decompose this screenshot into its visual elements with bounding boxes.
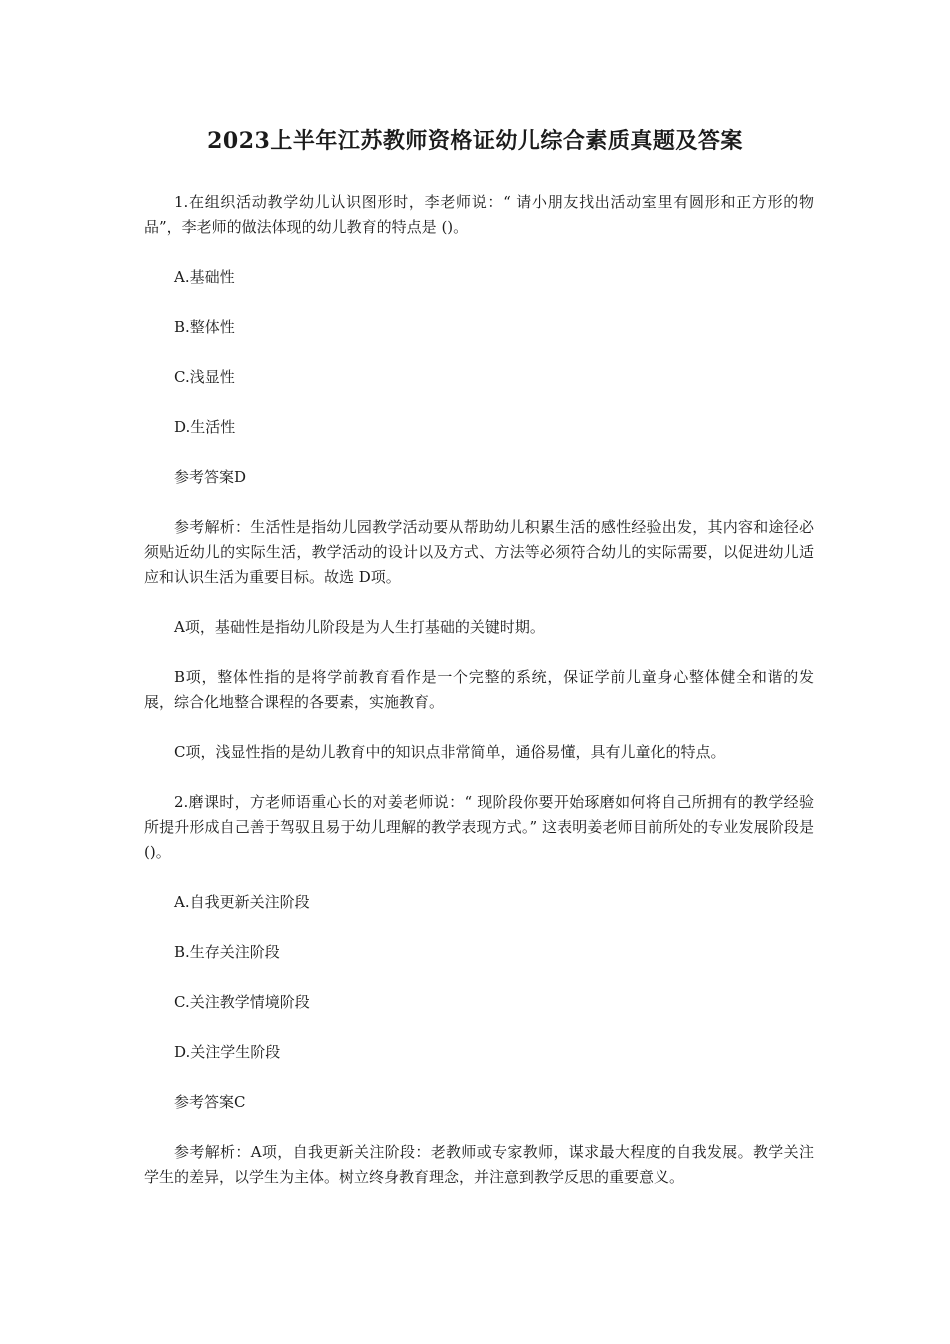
- question-2-option-d: D.关注学生阶段: [174, 1043, 281, 1061]
- question-1-option-d: D.生活性: [174, 418, 236, 436]
- question-1-explanation-b: B项，整体性指的是将学前教育看作是一个完整的系统，保证学前儿童身心整体健全和谐的发展，综合化地整合课程的各要素，实施教育。: [144, 668, 814, 711]
- question-2-explanation: 参考解析：A项，自我更新关注阶段：老教师或专家教师，谋求最大程度的自我发展。教学关注学生的差异，以学生为主体。树立终身教育理念，并注意到教学反思的重要意义。: [144, 1143, 814, 1186]
- question-1-stem: 1.在组织活动教学幼儿认识图形时，李老师说：“ 请小朋友找出活动室里有圆形和正方形的物品”，李老师的做法体现的幼儿教育的特点是 ()。: [144, 193, 814, 236]
- question-2-option-b: B.生存关注阶段: [174, 943, 280, 961]
- question-1-option-a: A.基础性: [174, 268, 235, 286]
- question-1-explanation-c: C项，浅显性指的是幼儿教育中的知识点非常简单，通俗易懂，具有儿童化的特点。: [174, 743, 726, 761]
- question-2-stem: 2.磨课时，方老师语重心长的对姜老师说：“ 现阶段你要开始琢磨如何将自己所拥有的教学经验所提升形成自己善于驾驭且易于幼儿理解的教学表现方式。” 这表明姜老师目前所处的专业发展阶段是()。: [144, 793, 814, 861]
- question-1-explanation: 参考解析：生活性是指幼儿园教学活动要从帮助幼儿积累生活的感性经验出发，其内容和途径必须贴近幼儿的实际生活，教学活动的设计以及方式、方法等必须符合幼儿的实际需要，以促进幼儿适应和认识生活为重要目标。故选 D项。: [144, 518, 814, 586]
- question-1-option-c: C.浅显性: [174, 368, 235, 386]
- document-title: 2023上半年江苏教师资格证幼儿综合素质真题及答案: [207, 128, 743, 154]
- question-2-option-c: C.关注教学情境阶段: [174, 993, 310, 1011]
- document-body: [144, 190, 814, 1190]
- question-1-answer: 参考答案D: [174, 468, 247, 486]
- question-1-explanation-a: A项，基础性是指幼儿阶段是为人生打基础的关键时期。: [174, 618, 545, 636]
- question-2-option-a: A.自我更新关注阶段: [174, 893, 310, 911]
- question-2-answer: 参考答案C: [174, 1093, 246, 1111]
- question-1-option-b: B.整体性: [174, 318, 235, 336]
